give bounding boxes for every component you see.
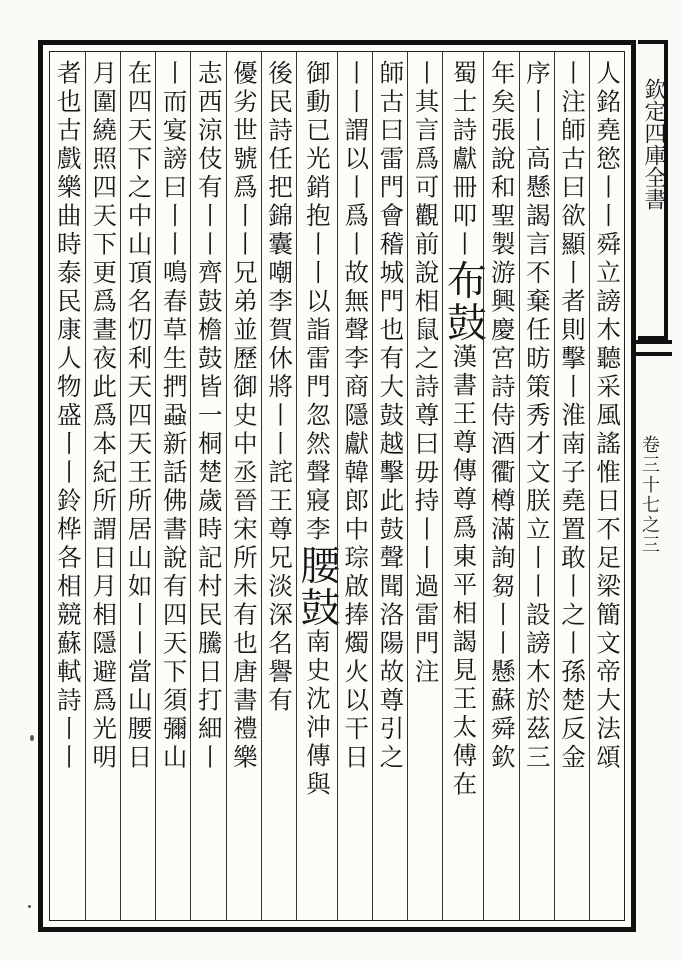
column-6-text [411, 52, 441, 920]
column-6-lead: 丨其言爲可觀 [411, 60, 441, 231]
headword-bugu-2: 鼓 [440, 301, 487, 344]
column-12-text: 志西涼伎有丨丨齊鼓檐鼓皆一桐楚歲時記村民騰日打細丨 [194, 60, 224, 773]
headword-yaogu-2: 鼓 [293, 586, 340, 629]
column-15-text: 月圍繞照四天下更爲晝夜此爲本紀所謂日月相隱避爲光明 [89, 60, 119, 773]
column-9-text [293, 52, 340, 920]
column-7-text: 師古曰雷門會稽城門也有大鼓越擊此鼓聲聞洛陽故尊引之 [376, 60, 406, 773]
text-column-9 [293, 52, 340, 920]
text-column-7 [372, 52, 407, 920]
text-column-3 [519, 52, 554, 920]
fishtail-mark [636, 340, 672, 356]
page-margin-strip [636, 40, 681, 932]
text-column-12 [190, 52, 225, 920]
text-column-11 [226, 52, 261, 920]
column-3-text: 序丨丨高懸謁言不棄任昉策秀才文朕立丨丨設謗木於茲三 [522, 60, 552, 773]
column-10-text [265, 52, 295, 920]
column-6-tail: 前說相鼠之詩尊曰毋持丨丨過雷門注 [411, 231, 441, 687]
column-11-text: 優劣世號爲丨丨兄弟並歷御史中丞晉宋所未有也唐書禮樂 [229, 60, 259, 773]
text-column-4 [483, 52, 518, 920]
text-column-16 [50, 52, 85, 920]
column-9-tail: 南史沈沖傳與 [302, 628, 332, 800]
headword-yaogu-1: 腰 [293, 544, 340, 587]
text-frame-inner [49, 51, 625, 921]
column-2-text: 丨注師古曰欲顯丨者則擊丨淮南子堯置敢丨之丨孫楚反金 [558, 60, 588, 773]
column-14-text: 在四天下之中山頂名忉利天四天王所居山如丨丨當山腰日 [124, 60, 154, 773]
column-1-text: 人銘堯慾丨丨舜立謗木聽采風謠惟日不足梁簡文帝大法頌 [593, 60, 623, 773]
column-10-tail: 兄淡深名譽有 [265, 544, 295, 716]
text-column-1 [589, 52, 624, 920]
column-5-tail: 漢書王尊傳尊爲東平相謁見王太傅在 [449, 343, 479, 800]
text-column-13 [155, 52, 190, 920]
text-columns [50, 52, 624, 920]
ink-speck [28, 905, 31, 908]
text-column-15 [85, 52, 120, 920]
ink-speck [30, 735, 34, 741]
text-column-6 [407, 52, 442, 920]
volume-label: 卷三十七之三 [639, 435, 660, 555]
column-5-text [440, 52, 487, 920]
column-13-text: 丨而宴謗曰丨丨鳴春草生捫蝨新話佛書說有四天下須彌山 [159, 60, 189, 773]
book-title: 欽定四庫全書 [638, 40, 668, 340]
column-8-text: 丨丨謂以丨爲丨故無聲李商隱獻韓郎中琮啟捧燭火以干日 [341, 60, 371, 773]
headword-bugu-1: 布 [440, 259, 487, 302]
column-10-lead: 後民詩任把錦囊嘲李賀休將丨丨詫王尊 [265, 60, 295, 545]
text-column-8 [337, 52, 372, 920]
column-4-text: 年矣張說和聖製游興慶宮詩侍酒衢樽滿詢芻丨丨懸蘇舜欽 [487, 60, 517, 773]
column-16-text: 者也古戲樂曲時泰民康人物盛丨丨鈴桦各相競蘇軾詩丨丨 [53, 60, 83, 773]
column-5-lead: 蜀士詩獻冊叩丨 [449, 60, 479, 260]
text-frame [38, 40, 636, 932]
text-column-5 [440, 52, 487, 920]
text-column-2 [554, 52, 589, 920]
column-9-lead: 御動已光銷抱丨丨以詣雷門忽然聲寢李 [302, 60, 332, 545]
text-column-10 [261, 52, 296, 920]
text-column-14 [120, 52, 155, 920]
